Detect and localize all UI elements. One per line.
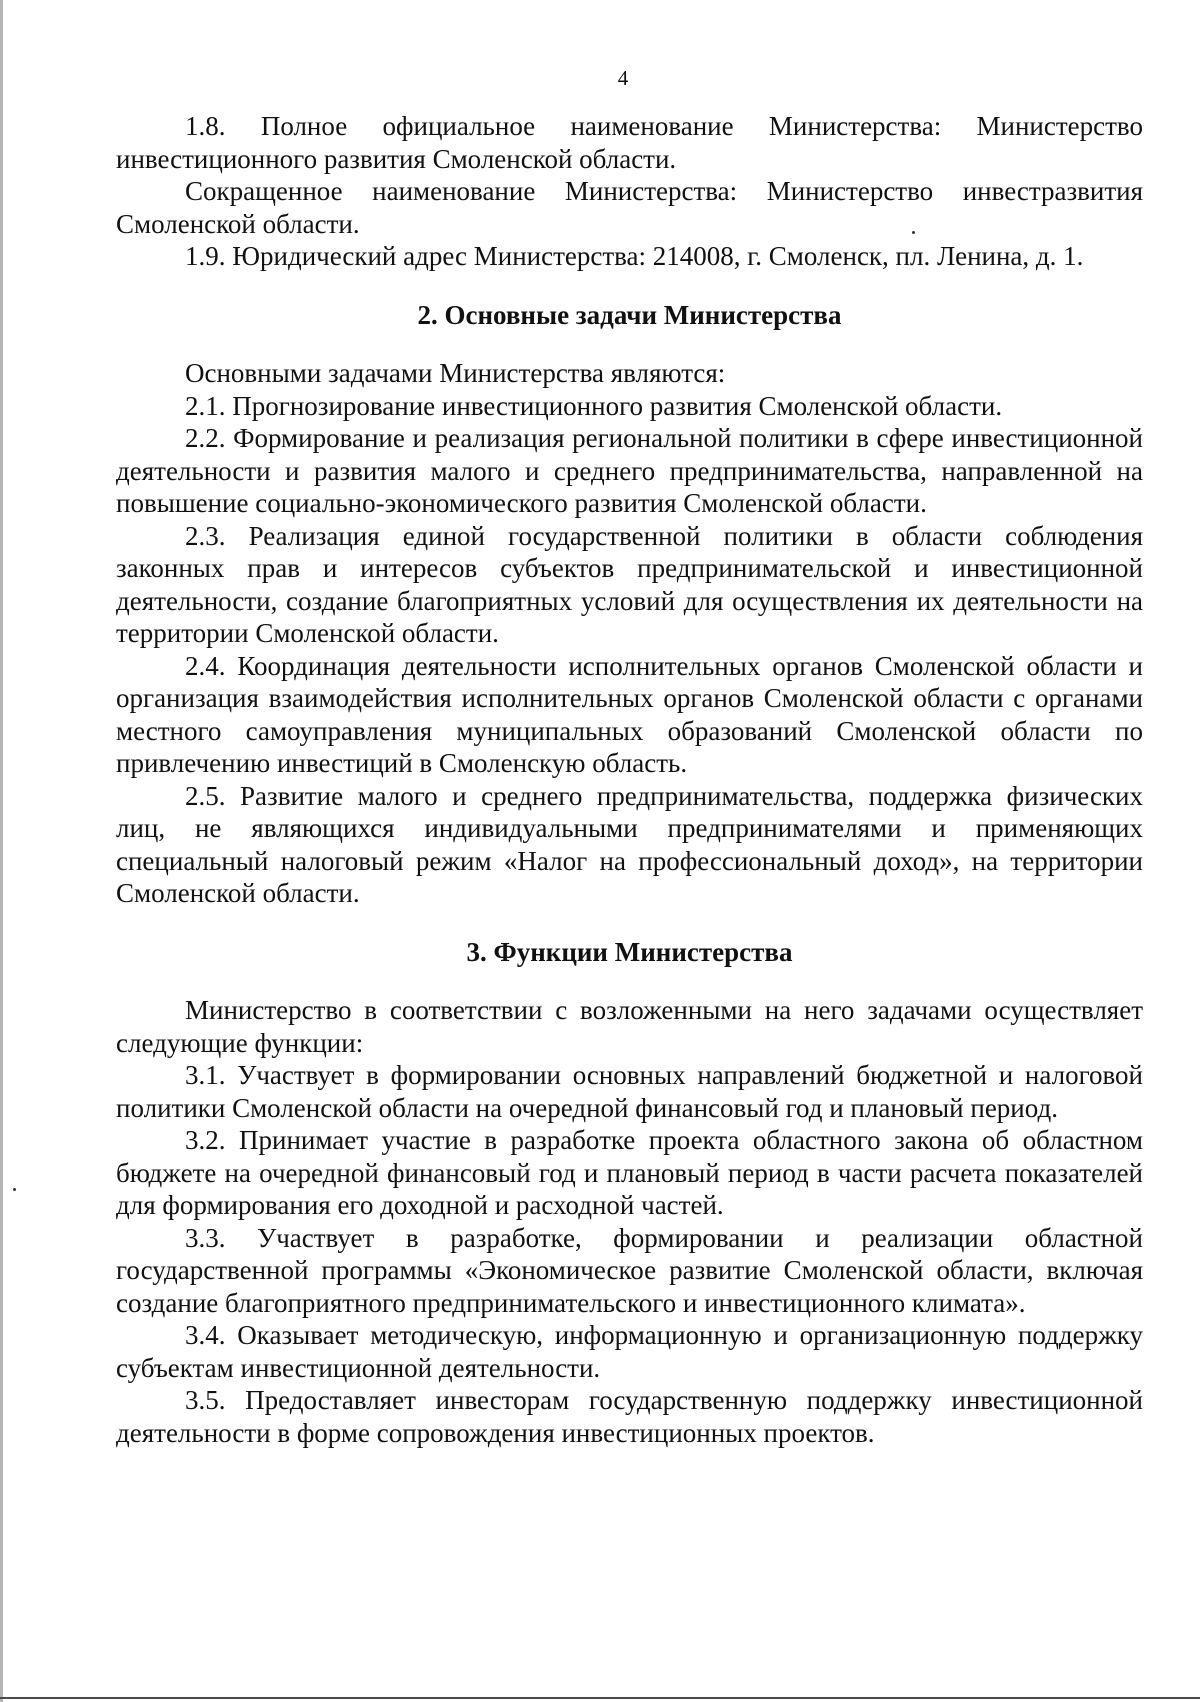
document-body bbox=[116, 110, 1143, 1449]
section-2-heading: 2. Основные задачи Министерства bbox=[417, 299, 842, 330]
page-number: 4 bbox=[617, 66, 629, 90]
paragraph-3-5: 3.5. Предоставляет инвесторам государственную поддержку инвестиционной деятельности в форме сопровождения инвестиционных проектов. bbox=[116, 1385, 1143, 1448]
scan-left-edge bbox=[0, 0, 3, 1702]
paragraph-2-1: 2.1. Прогнозирование инвестиционного развития Смоленской области. bbox=[185, 390, 1003, 421]
paragraph-2-2: 2.2. Формирование и реализация региональной политики в сфере инвестиционной деятельности и развития малого и среднего предпринимательства, направленной на повышение социально-экономического развития Смоленской области. bbox=[116, 423, 1143, 518]
scan-bottom-edge bbox=[0, 1697, 1200, 1699]
paragraph-section-2-intro: Основными задачами Министерства являются: bbox=[185, 358, 726, 388]
paragraph-3-3: 3.3. Участвует в разработке, формировании и реализации областной государственной программы «Экономическое развитие Смоленской области, включая создание благоприятного предпринимательского и инвестиционного климата». bbox=[116, 1222, 1143, 1318]
paragraph-2-3: 2.3. Реализация единой государственной политики в области соблюдения законных прав и интересов субъектов предпринимательской и инвестиционной деятельности, создание благоприятных условий для осуществления их деятельности на территории Смоленской области. bbox=[116, 520, 1143, 648]
paragraph-3-4: 3.4. Оказывает методическую, информационную и организационную поддержку субъектам инвестиционной деятельности. bbox=[116, 1320, 1143, 1383]
paragraph-3-1: 3.1. Участвует в формировании основных направлений бюджетной и налоговой политики Смоленской области на очередной финансовый год и плановый период. bbox=[116, 1060, 1143, 1123]
paragraph-2-5: 2.5. Развитие малого и среднего предпринимательства, поддержка физических лиц, не являющихся индивидуальными предпринимателями и применяющих специальный налоговый режим «Налог на профессиональный доход», на территории Смоленской области. bbox=[116, 780, 1143, 908]
paragraph-section-3-intro: Министерство в соответствии с возложенными на него задачами осуществляет следующие функции: bbox=[116, 995, 1143, 1058]
section-3-heading: 3. Функции Министерства bbox=[466, 936, 793, 967]
scan-speck bbox=[13, 1188, 16, 1191]
paragraph-3-2: 3.2. Принимает участие в разработке проекта областного закона об областном бюджете на очередной финансовый год и плановый период в части расчета показателей для формирования его доходной и расходной частей. bbox=[116, 1125, 1143, 1220]
paragraph-1-8: 1.8. Полное официальное наименование Министерства: Министерство инвестиционного развития Смоленской области. bbox=[116, 111, 1143, 174]
paragraph-2-4: 2.4. Координация деятельности исполнительных органов Смоленской области и организация взаимодействия исполнительных органов Смоленской области с органами местного самоуправления муниципальных образований Смоленской области по привлечению инвестиций в Смоленскую область. bbox=[116, 650, 1143, 778]
paragraph-1-9: 1.9. Юридический адрес Министерства: 214008, г. Смоленск, пл. Ленина, д. 1. bbox=[185, 241, 1084, 271]
paragraph-short-name: Сокращенное наименование Министерства: Министерство инвестразвития Смоленской области. bbox=[116, 176, 1143, 239]
